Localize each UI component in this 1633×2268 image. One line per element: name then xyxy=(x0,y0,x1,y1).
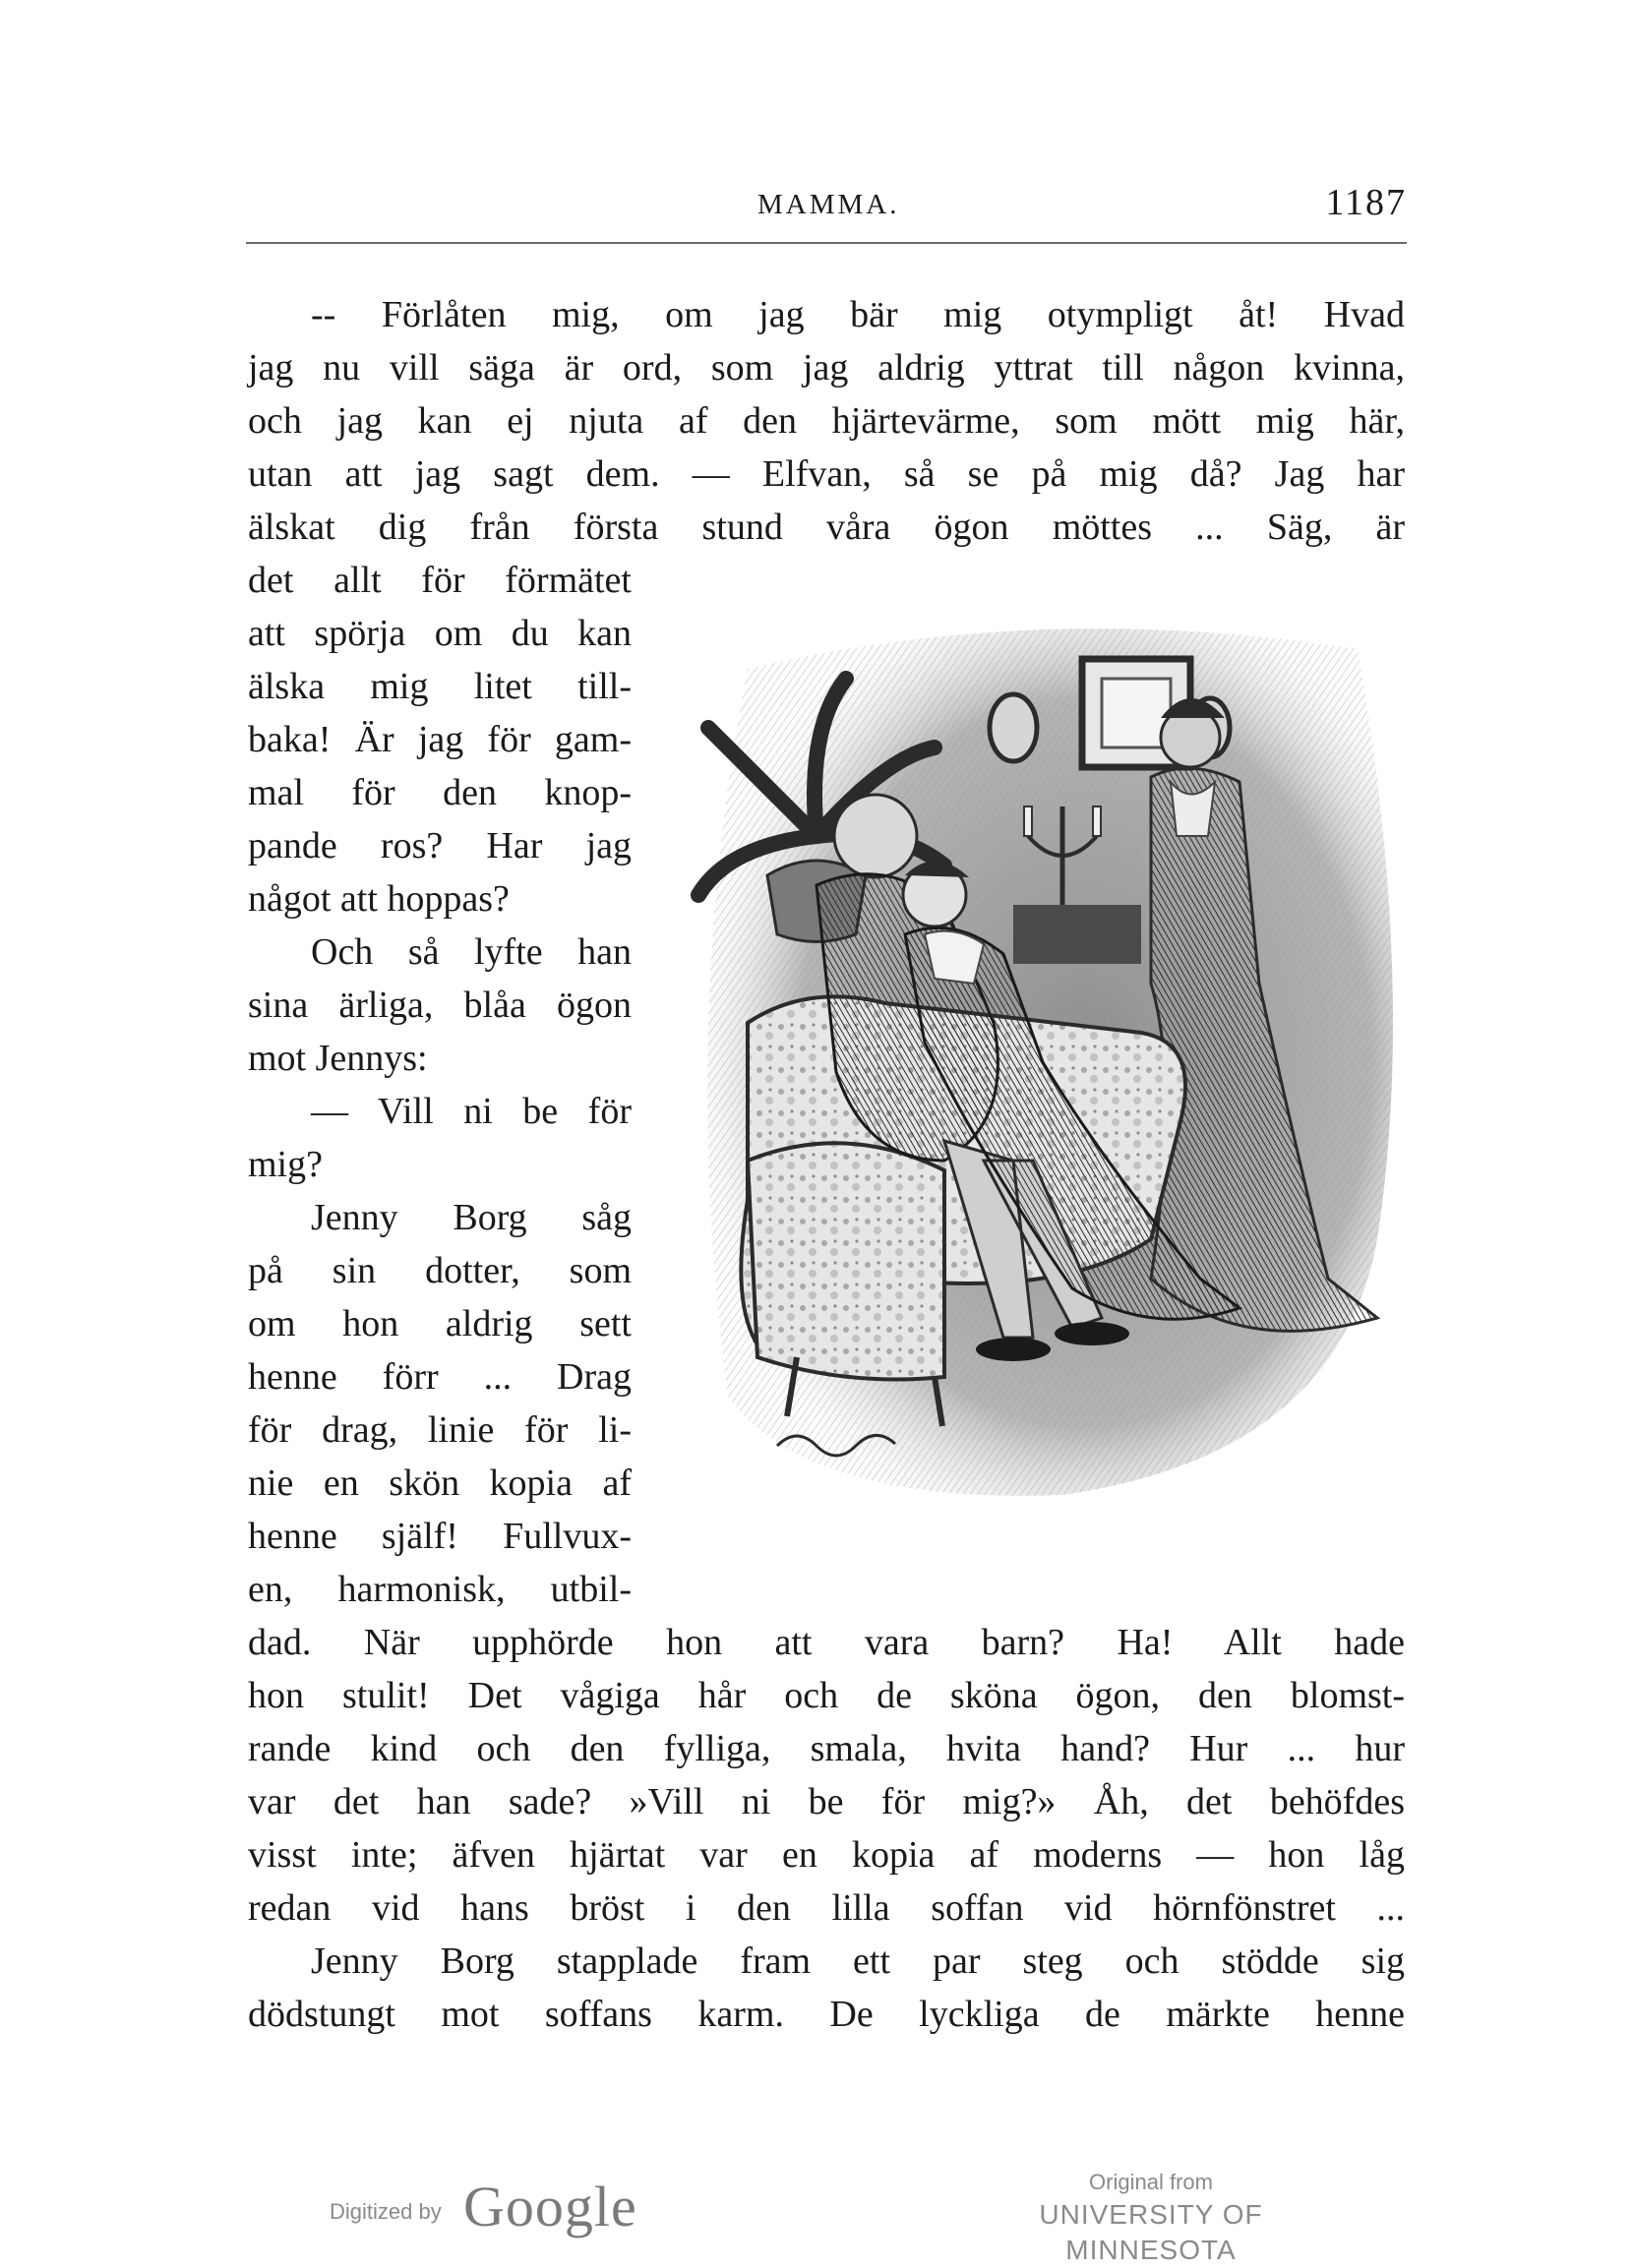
header-rule xyxy=(246,242,1407,244)
text-line: för drag, linie för li- xyxy=(248,1409,632,1451)
text-line: om hon aldrig sett xyxy=(248,1303,632,1344)
candle-right xyxy=(1093,806,1101,836)
text-line: pande ros? Har jag xyxy=(248,825,632,866)
text-line: Jenny Borg stapplade fram ett par steg och stödde sig xyxy=(311,1940,1405,1982)
candle-left xyxy=(1024,806,1032,836)
text-line: en, harmonisk, utbil- xyxy=(248,1569,632,1610)
armchair-arm xyxy=(748,1143,944,1379)
google-logo: Google xyxy=(463,2175,637,2238)
text-line: -- Förlåten mig, om jag bär mig otympligt åt! Hvad xyxy=(311,294,1405,335)
text-line: nie en skön kopia af xyxy=(248,1462,632,1504)
original-source: UNIVERSITY OF MINNESOTA xyxy=(1039,2199,1263,2265)
text-line: Jenny Borg såg xyxy=(311,1197,632,1238)
text-line: på sin dotter, som xyxy=(248,1250,632,1291)
text-line: Och så lyfte han xyxy=(311,931,632,973)
text-line: det allt för förmätet xyxy=(248,560,632,601)
text-line: henne själf! Fullvux- xyxy=(248,1516,632,1557)
man-shoe-right xyxy=(1055,1322,1129,1345)
text-line: sina ärliga, blåa ögon xyxy=(248,985,632,1026)
running-title: MAMMA. xyxy=(757,189,900,220)
text-line: dad. När upphörde hon att vara barn? Ha! Allt hade xyxy=(248,1622,1405,1663)
original-label: Original from xyxy=(1089,2170,1213,2194)
text-line: något att hoppas? xyxy=(248,878,510,920)
text-line: mig? xyxy=(248,1144,323,1185)
text-line: dödstungt mot soffans karm. De lyckliga de märkte henne xyxy=(248,1994,1405,2035)
text-line: att spörja om du kan xyxy=(248,613,632,654)
daughter-blouse xyxy=(925,931,984,984)
original-from xyxy=(964,2168,1338,2265)
text-line: — Vill ni be för xyxy=(311,1091,632,1132)
text-line: henne förr ... Drag xyxy=(248,1356,632,1398)
text-line: älska mig litet till- xyxy=(248,666,632,707)
man-head xyxy=(834,795,917,877)
text-line: och jag kan ej njuta af den hjärtevärme, som mött mig här, xyxy=(248,400,1405,442)
text-line: jag nu vill säga är ord, som jag aldrig yttrat till någon kvinna, xyxy=(248,347,1405,388)
page-header xyxy=(246,181,1407,240)
man-shoe-left xyxy=(976,1338,1051,1361)
digitized-by-google xyxy=(330,2174,664,2242)
text-line: mal för den knop- xyxy=(248,772,632,813)
text-line: visst inte; äfven hjärtat var en kopia af moderns — hon låg xyxy=(248,1834,1405,1876)
text-line: utan att jag sagt dem. — Elfvan, så se på mig då? Jag har xyxy=(248,453,1405,495)
text-line: baka! Är jag för gam- xyxy=(248,719,632,760)
text-line: var det han sade? »Vill ni be för mig?» Åh, det behöfdes xyxy=(248,1781,1405,1822)
engraving-scene xyxy=(689,610,1399,1524)
side-table xyxy=(1013,905,1141,964)
page-number: 1187 xyxy=(1325,182,1407,223)
oval-portrait-left xyxy=(990,694,1037,761)
text-line: hon stulit! Det vågiga hår och de sköna ögon, den blomst- xyxy=(248,1675,1405,1716)
digitized-label: Digitized by xyxy=(330,2199,442,2224)
engraving-illustration xyxy=(689,610,1399,1524)
text-line: älskat dig från första stund våra ögon möttes ... Säg, är xyxy=(248,507,1405,548)
text-line: mot Jennys: xyxy=(248,1038,428,1079)
text-line: rande kind och den fylliga, smala, hvita hand? Hur ... hur xyxy=(248,1728,1405,1769)
text-line: redan vid hans bröst i den lilla soffan vid hörnfönstret ... xyxy=(248,1887,1405,1929)
